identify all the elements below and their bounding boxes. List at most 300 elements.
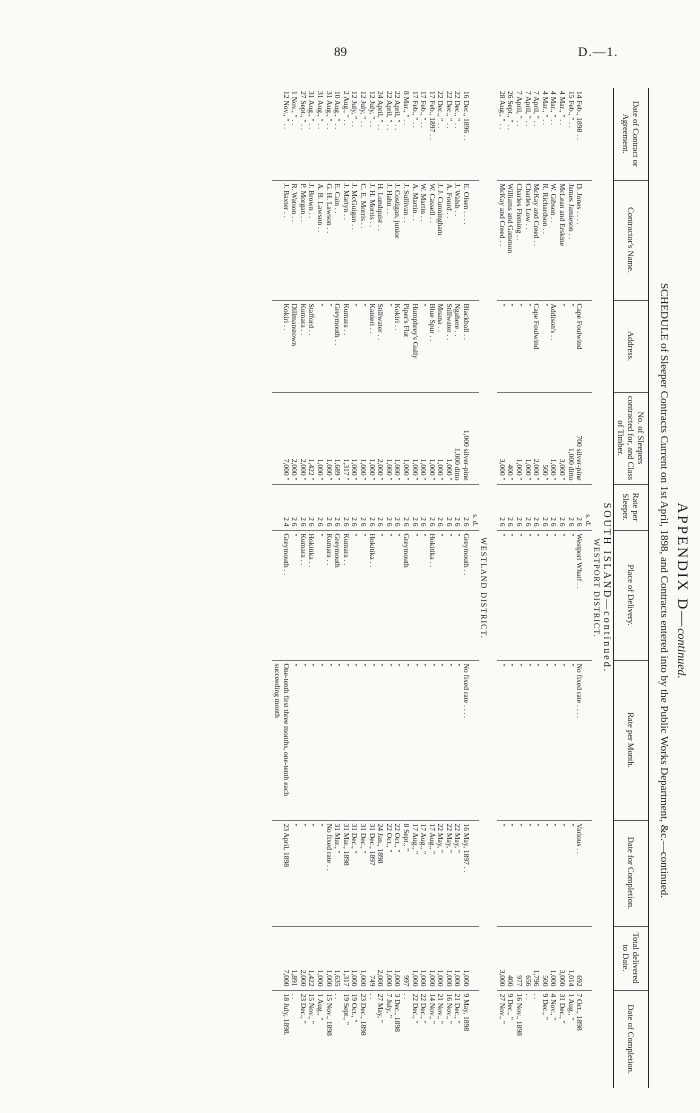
table-row: [290, 88, 299, 1088]
table-row: [549, 88, 558, 1088]
row-contractor: Charles Fleming . .: [514, 180, 523, 300]
row-place: Greymouth . .: [462, 530, 471, 660]
row-sleepers: 1,422 ": [307, 392, 316, 484]
row-address: Dillmanstown: [290, 300, 299, 392]
col-rate-sleeper: Rate per Sleeper.: [614, 484, 649, 530]
row-sleepers: 400 ": [506, 392, 515, 484]
row-completed: 1 Aug., ": [566, 990, 575, 1088]
row-place: ": [444, 530, 453, 660]
table-row: [341, 88, 350, 1088]
row-rate: 2 6: [506, 484, 515, 530]
row-place: Westport Wharf . .: [575, 530, 584, 660]
row-address: Kokiri . .: [393, 300, 402, 392]
row-address: Piper's Flat: [401, 300, 410, 392]
row-address: ": [497, 300, 506, 392]
row-date: 7 April, " . .: [515, 91, 525, 127]
row-completed: 4 Nov., ": [549, 990, 558, 1088]
table-body: [583, 88, 613, 1088]
row-date: 24 April, " . .: [376, 91, 386, 131]
schedule-subtitle: SCHEDULE of Sleeper Contracts Current on 1st April, 1898, and Contracts entered into by the Public Works Department, &c.—continued.: [658, 282, 670, 899]
row-rate-month: ": [566, 660, 575, 820]
row-date-completion: ": [549, 820, 558, 926]
table-row: [393, 88, 402, 1088]
row-date: 22 Dec., " . .: [453, 91, 463, 129]
row-sleepers: 1,000 ": [315, 392, 324, 484]
row-completed: 21 Nov., ": [436, 990, 445, 1088]
row-contractor: H. Lundquist . .: [376, 180, 385, 300]
row-rate: 2 6: [298, 484, 307, 530]
row-sleepers: 1,000 ": [523, 392, 532, 484]
row-completed: 9 Dec., ": [506, 990, 515, 1088]
row-date-completion: 23 April, 1898: [272, 820, 289, 926]
row-contractor: W. Gibson . .: [549, 180, 558, 300]
row-contractor: J. Brown . .: [307, 180, 316, 300]
row-completed: 31 Dec., ": [557, 990, 566, 1088]
col-place-delivery: Place of Delivery.: [614, 530, 649, 660]
row-address: ": [566, 300, 575, 392]
row-place: ": [350, 530, 359, 660]
row-address: ": [540, 300, 549, 392]
row-contractor: J. Walsh . .: [453, 180, 462, 300]
row-address: ": [350, 300, 359, 392]
row-completed: 15 Nov., ": [307, 990, 316, 1088]
row-date-completion: 24 Jan., 1898: [376, 820, 385, 926]
row-sleepers: 2,000 ": [298, 392, 307, 484]
table-row: [307, 88, 316, 1088]
row-completed: 7 Oct., 1898: [575, 990, 584, 1088]
row-completed: 27 May, ": [376, 990, 385, 1088]
row-rate: 2 6: [315, 484, 324, 530]
row-contractor: J. H. Morris . .: [367, 180, 376, 300]
row-date: 4 Mar., " . .: [558, 91, 568, 125]
row-completed: 3 Dec., 1898: [393, 990, 402, 1088]
row-total: 1,635: [333, 926, 342, 990]
row-date-completion: 8 Sept., ": [401, 820, 410, 926]
row-contractor: C. E. Morris . .: [358, 180, 367, 300]
row-address: ": [514, 300, 523, 392]
row-total: 1,317: [341, 926, 350, 990]
row-contractor: W. Cassell . .: [427, 180, 436, 300]
row-place: ": [376, 530, 385, 660]
row-date: 31 Aug., " . .: [307, 91, 317, 130]
row-contractor: J. J. Cunningham: [436, 180, 445, 300]
col-date-completion: Date for Completion.: [614, 820, 649, 926]
section-heading: [601, 88, 613, 1088]
row-contractor: R. Richardson . .: [540, 180, 549, 300]
row-rate-month: ": [557, 660, 566, 820]
row-date-completion: ": [540, 820, 549, 926]
row-rate: 2 6: [419, 484, 428, 530]
row-rate-month: ": [523, 660, 532, 820]
row-place: ": [557, 530, 566, 660]
table-row: [298, 88, 307, 1088]
row-date: 22 April, " . .: [393, 91, 403, 131]
row-place: ": [290, 530, 299, 660]
table-row: [523, 88, 532, 1088]
table-row: [462, 88, 471, 1088]
row-completed: . .: [333, 990, 342, 1088]
row-sleepers: 1,000 ": [401, 392, 410, 484]
row-rate-month: ": [506, 660, 515, 820]
table-row: [324, 88, 333, 1088]
row-date: 22 Dec., " . .: [444, 91, 454, 129]
row-date-completion: 22 May, ": [453, 820, 462, 926]
row-contractor: E. Cain . .: [333, 180, 342, 300]
row-date-completion: 22 Oct., ": [393, 820, 402, 926]
row-contractor: J. McGuigan . .: [350, 180, 359, 300]
row-rate-month: ": [324, 660, 333, 820]
row-rate: 2 6: [497, 484, 506, 530]
row-contractor: G. H. Lawson . .: [324, 180, 333, 300]
row-date-completion: ": [298, 820, 307, 926]
row-sleepers: 1,000 ": [358, 392, 367, 484]
row-place: ": [384, 530, 393, 660]
row-rate: 2 6: [307, 484, 316, 530]
row-address: Moana . .: [436, 300, 445, 392]
row-rate-month: ": [376, 660, 385, 820]
table-row: [566, 88, 575, 1088]
row-total: 1,000: [427, 926, 436, 990]
row-place: Hokitika . .: [367, 530, 376, 660]
table-row: [419, 88, 428, 1088]
row-rate: 2 6: [427, 484, 436, 530]
row-sleepers: 1,000 ": [393, 392, 402, 484]
row-total: 1,422: [307, 926, 316, 990]
row-total: 1,000: [324, 926, 333, 990]
row-place: ": [358, 530, 367, 660]
row-place: ": [514, 530, 523, 660]
row-place: ": [410, 530, 419, 660]
row-completed: . .: [532, 990, 541, 1088]
row-rate-month: ": [350, 660, 359, 820]
row-date-completion: 16 May, 1897 . .: [462, 820, 471, 926]
row-rate-month: ": [307, 660, 316, 820]
row-date-completion: ": [497, 820, 506, 926]
row-address: ": [557, 300, 566, 392]
row-sleepers: 2,000 ": [532, 392, 541, 484]
row-contractor: D. Jones . . . .: [575, 180, 584, 300]
row-contractor: A. Foord . .: [444, 180, 453, 300]
row-rate: 2 6: [358, 484, 367, 530]
row-address: ": [384, 300, 393, 392]
row-place: ": [506, 530, 515, 660]
row-contractor: J. Sullivan . .: [401, 180, 410, 300]
row-rate: 2 6: [514, 484, 523, 530]
row-date: 4 Mar., " . .: [540, 91, 550, 125]
row-completed: 15 Nov., 1898: [324, 990, 333, 1088]
table-row: [514, 88, 523, 1088]
col-rate-month: Rate per Month.: [614, 660, 649, 820]
row-date: 17 Feb., " . .: [419, 91, 429, 128]
row-address: Kumara . .: [341, 300, 350, 392]
row-date-completion: 31 Dec., ": [358, 820, 367, 926]
row-address: Stafford . .: [307, 300, 316, 392]
row-total: 692: [575, 926, 584, 990]
rate-unit-row: [470, 88, 479, 1088]
row-rate: 2 6: [333, 484, 342, 530]
page-number: 89: [334, 44, 347, 59]
row-address: Stillwater . .: [376, 300, 385, 392]
row-completed: 23 Dec., 1898: [358, 990, 367, 1088]
row-sleepers: 1,000 silver-pine: [462, 392, 471, 484]
row-date: 26 Sept., " . .: [506, 91, 516, 130]
col-contractor: Contractor's Name.: [614, 180, 649, 300]
westport-rows: [497, 88, 583, 1088]
row-completed: 19 Oct., ": [350, 990, 359, 1088]
row-sleepers: 1,000 ": [514, 392, 523, 484]
table-row: [506, 88, 515, 1088]
row-sleepers: 1,000 ditto: [566, 392, 575, 484]
row-rate: 2 4: [272, 484, 289, 530]
row-date: 28 Aug., " . .: [497, 91, 507, 130]
row-date: 4 Mar., " . .: [549, 91, 559, 125]
rotated-schedule: [100, 88, 698, 1093]
table-row: [376, 88, 385, 1088]
table-row: [540, 88, 549, 1088]
row-date-completion: 31 Dec., 1897: [367, 820, 376, 926]
row-completed: 1 Aug., ": [315, 990, 324, 1088]
row-date: 12 July, " . .: [358, 91, 368, 127]
appendix-title: [672, 88, 690, 1093]
row-date-completion: No fixed rate . .: [324, 820, 333, 926]
row-rate: 2 6: [393, 484, 402, 530]
table-row: [497, 88, 506, 1088]
appendix-title-main: APPENDIX D—: [674, 502, 690, 629]
row-date: 16 Dec., 1896 . .: [462, 91, 472, 141]
table-row: [350, 88, 359, 1088]
col-total-delivered: Total delivered to Date.: [614, 926, 649, 990]
row-date: 27 Sept., " . .: [298, 91, 308, 130]
westland-rows: [272, 88, 497, 1088]
row-sleepers: 1,000 ditto: [453, 392, 462, 484]
row-sleepers: 1,000 ": [436, 392, 445, 484]
row-rate-month: ": [427, 660, 436, 820]
row-sleepers: 1,000 ": [444, 392, 453, 484]
district-heading: [592, 88, 602, 1088]
row-sleepers: 3,000 ": [497, 392, 506, 484]
row-date: 31 Aug., " . .: [316, 91, 325, 130]
row-completed: 23 Dec., ": [298, 990, 307, 1088]
row-total: 1,796: [532, 926, 541, 990]
row-address: Kumara . .: [298, 300, 307, 392]
row-rate: 2 6: [549, 484, 558, 530]
row-completed: 22 Dec., ": [410, 990, 419, 1088]
row-address: Cape Foulwind: [575, 300, 584, 392]
row-date: 31 Aug., " . .: [324, 91, 334, 130]
row-completed: . .: [290, 990, 299, 1088]
row-date-completion: 31 Dec., ": [350, 820, 359, 926]
row-rate-month: ": [393, 660, 402, 820]
row-place: Kumara . .: [324, 530, 333, 660]
row-completed: . .: [367, 990, 376, 1088]
document-reference: D.—1.: [578, 44, 619, 59]
row-rate-month: One-tenth first three months, one-tenth each succeeding month: [272, 660, 289, 820]
row-rate: 2 6: [376, 484, 385, 530]
row-rate: 2 6: [532, 484, 541, 530]
row-total: 2,000: [298, 926, 307, 990]
district-westport: WESTPORT DISTRICT.: [592, 538, 602, 638]
row-date-completion: 17 Aug., ": [410, 820, 419, 926]
table-row: [384, 88, 393, 1088]
row-total: 3,000: [497, 926, 506, 990]
row-place: ": [549, 530, 558, 660]
row-sleepers: 1,000 ": [384, 392, 393, 484]
row-total: 1,000: [350, 926, 359, 990]
row-date-completion: 22 May, ": [444, 820, 453, 926]
row-date: 15 Feb., " . .: [566, 91, 576, 128]
row-contractor: McKay and Creed . .: [497, 180, 506, 300]
row-rate-month: No fixed rate . . . .: [575, 660, 584, 820]
row-total: 997: [401, 926, 410, 990]
table-row: [444, 88, 453, 1088]
row-completed: 7 July, ": [384, 990, 393, 1088]
table-row: [358, 88, 367, 1088]
row-contractor: J. Baxter . .: [272, 180, 289, 300]
table-row: [272, 88, 289, 1088]
row-date-completion: ": [290, 820, 299, 926]
row-total: 1,000: [462, 926, 471, 990]
row-rate: 2 6: [436, 484, 445, 530]
row-rate-month: ": [549, 660, 558, 820]
row-address: Kanieri . .: [367, 300, 376, 392]
row-total: 656: [523, 926, 532, 990]
row-date-completion: ": [532, 820, 541, 926]
row-address: Ngahere . .: [453, 300, 462, 392]
row-rate-month: ": [298, 660, 307, 820]
row-contractor: Charles Low . .: [523, 180, 532, 300]
row-total: 1,891: [290, 926, 299, 990]
row-place: ": [540, 530, 549, 660]
row-address: Stillwater . .: [444, 300, 453, 392]
row-contractor: McLean and Erskine: [557, 180, 566, 300]
row-rate-month: ": [419, 660, 428, 820]
row-place: Greymouth: [333, 530, 342, 660]
col-date-contract: Date of Contract or Agreement.: [614, 88, 649, 180]
row-address: ": [523, 300, 532, 392]
row-sleepers: 2,000 ": [290, 392, 299, 484]
row-total: 1,000: [444, 926, 453, 990]
row-date-completion: Various . .: [575, 820, 584, 926]
row-date: 12 July, " . .: [367, 91, 377, 127]
table-row: [333, 88, 342, 1088]
row-date: 17 Feb., " . .: [410, 91, 420, 128]
row-contractor: A. Martin . .: [410, 180, 419, 300]
row-address: Blackball . .: [462, 300, 471, 392]
row-date-completion: 31 Mar., 1898: [341, 820, 350, 926]
row-date: 22 Dec., " . .: [436, 91, 446, 129]
row-total: 749: [367, 926, 376, 990]
row-contractor: J. Martyn . .: [341, 180, 350, 300]
row-place: ": [393, 530, 402, 660]
row-rate-month: ": [341, 660, 350, 820]
row-total: 1,000: [384, 926, 393, 990]
row-place: Hokitika . .: [427, 530, 436, 660]
sleeper-contracts-table: [272, 88, 649, 1088]
row-address: Cape Foulwind: [532, 300, 541, 392]
row-rate-month: ": [358, 660, 367, 820]
row-place: Kumara . .: [298, 530, 307, 660]
row-sleepers: 1,000 ": [350, 392, 359, 484]
row-address: Greymouth . .: [333, 300, 342, 392]
row-completed: 16 Nov., 1898: [514, 990, 523, 1088]
row-date: 12 Nov., " . .: [281, 91, 291, 129]
row-rate-month: ": [532, 660, 541, 820]
row-date-completion: ": [557, 820, 566, 926]
row-rate: 2 6: [350, 484, 359, 530]
row-date: 2 Aug., " . .: [341, 91, 351, 126]
row-place: Greymouth . .: [272, 530, 289, 660]
row-date-completion: 17 Aug., ": [419, 820, 428, 926]
row-date-completion: ": [566, 820, 575, 926]
row-sleepers: 1,000 ": [410, 392, 419, 484]
row-rate-month: ": [410, 660, 419, 820]
row-total: 1,000: [453, 926, 462, 990]
row-place: ": [436, 530, 445, 660]
row-place: ": [532, 530, 541, 660]
row-place: Greymouth: [401, 530, 410, 660]
row-total: 1,000: [436, 926, 445, 990]
table-row: [315, 88, 324, 1088]
row-address: ": [506, 300, 515, 392]
row-date-completion: 22 May, ": [436, 820, 445, 926]
row-rate-month: ": [290, 660, 299, 820]
row-place: Hokitika . .: [307, 530, 316, 660]
row-contractor: P. Morgan . .: [298, 180, 307, 300]
row-date: 7 April, " . .: [532, 91, 542, 127]
row-rate-month: ": [497, 660, 506, 820]
row-date-completion: ": [307, 820, 316, 926]
row-rate-month: ": [436, 660, 445, 820]
table-row: [532, 88, 541, 1088]
row-date: 22 April, " . .: [384, 91, 394, 131]
row-date: 1 Nov., " . .: [290, 91, 300, 126]
row-date: 10 Aug., " . .: [333, 91, 343, 130]
row-rate: 2 6: [566, 484, 575, 530]
row-address: Addison's . .: [549, 300, 558, 392]
row-date-completion: ": [315, 820, 324, 926]
row-date-completion: ": [506, 820, 515, 926]
col-address: Address.: [614, 300, 649, 392]
row-sleepers: 500 ": [540, 392, 549, 484]
row-total: 1,000: [393, 926, 402, 990]
row-total: 1,000: [549, 926, 558, 990]
row-rate: 2 6: [341, 484, 350, 530]
row-total: 1,000: [419, 926, 428, 990]
row-sleepers: 1,000 ": [324, 392, 333, 484]
row-rate: 2 6: [401, 484, 410, 530]
row-sleepers: 1,317 ": [341, 392, 350, 484]
row-sleepers: 1,000 ": [367, 392, 376, 484]
row-rate: 2 6: [557, 484, 566, 530]
row-sleepers: 7,000 ": [272, 392, 289, 484]
row-address: Kokiri . .: [272, 300, 289, 392]
row-contractor: E. Olsen . . . .: [462, 180, 471, 300]
header-row: [614, 88, 649, 1088]
row-completed: 22 Dec., ": [419, 990, 428, 1088]
row-completed: 9 May, 1898: [462, 990, 471, 1088]
row-rate-month: ": [401, 660, 410, 820]
row-rate: 2 6: [384, 484, 393, 530]
row-rate-month: ": [453, 660, 462, 820]
row-completed: 16 Nov., ": [444, 990, 453, 1088]
row-contractor: Williams and Gammon: [506, 180, 515, 300]
row-rate: 2 6: [523, 484, 532, 530]
row-rate: 2 6: [540, 484, 549, 530]
row-total: 500: [540, 926, 549, 990]
row-total: 1,014: [566, 926, 575, 990]
table-row: [427, 88, 436, 1088]
table-row: [436, 88, 445, 1088]
